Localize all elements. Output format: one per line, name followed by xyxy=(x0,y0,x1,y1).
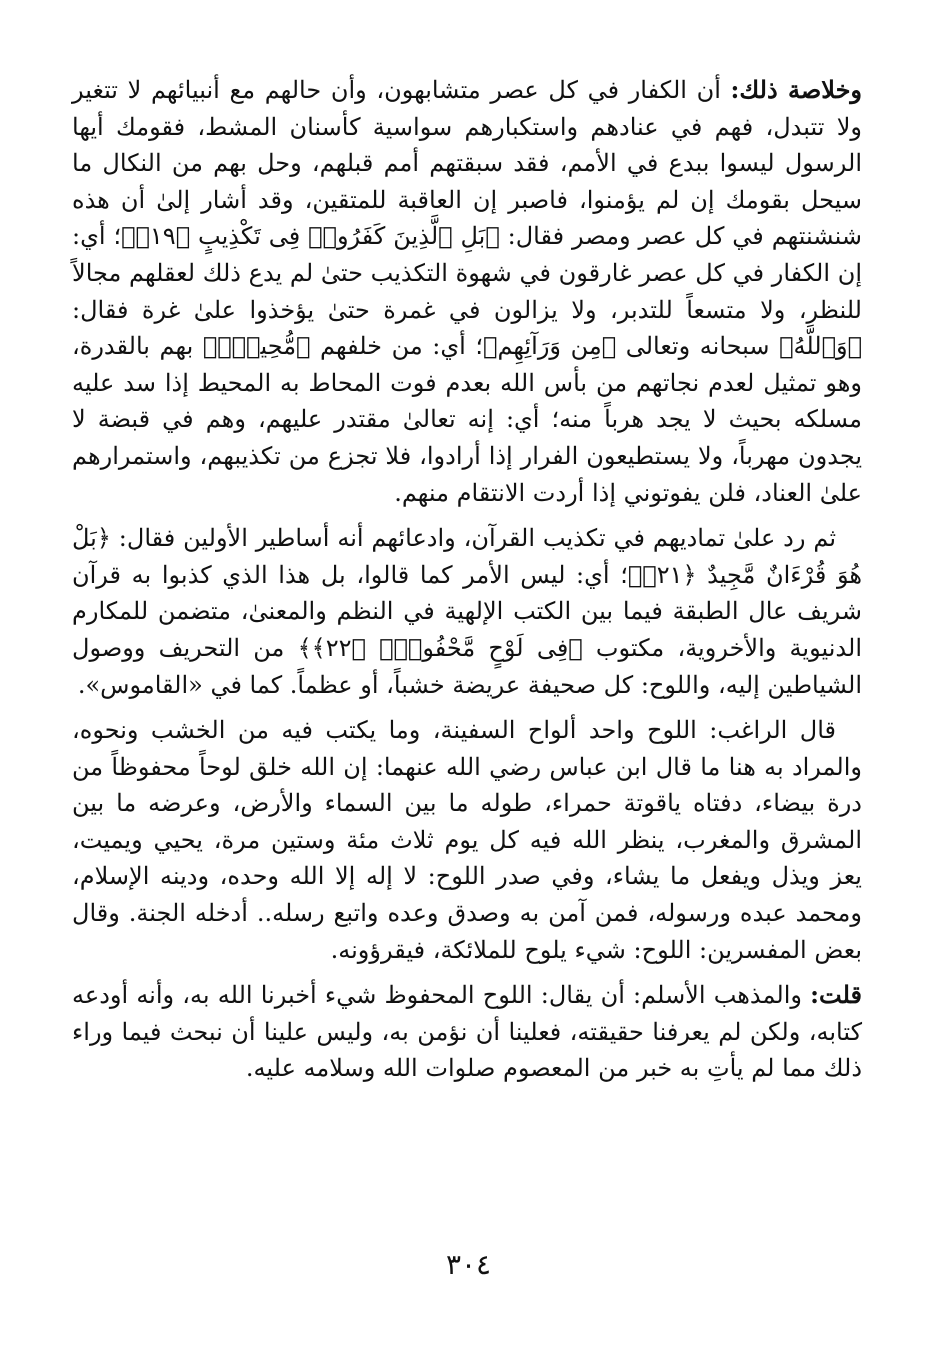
paragraph-body: أن الكفار في كل عصر متشابهون، وأن حالهم مع أنبيائهم لا تتغير ولا تتبدل، فهم في عنادهم واستكبارهم سواسية كأسنان المشط، فقومك أيها الرسول ليسوا ببدع في الأمم، فقد سبقتهم أمم قبلهم، وحل بهم من النكال ما سيحل بقومك إن لم يؤمنوا، فاصبر إن العاقبة للمتقين، وقد أشار إلىٰ أن هذه شنشنتهم في كل عصر ومصر فقال: ﴿بَلِ ٱلَّذِينَ كَفَرُوا۟ فِى تَكْذِيبٍ ﴿١٩﴾﴾؛ أي: إن الكفار في كل عصر غارقون في شهوة التكذيب حتىٰ لم يدع ذلك لعقلهم مجالاً للنظر، ولا متسعاً للتدبر، ولا يزالون في غمرة حتىٰ يؤخذوا علىٰ غرة فقال: ﴿وَٱللَّهُ﴾ سبحانه وتعالى ﴿مِن وَرَآئِهِم﴾؛ أي: من خلفهم ﴿مُّحِيطٌۢ﴾ بهم بالقدرة، وهو تمثيل لعدم نجاتهم من بأس الله بعدم فوت المحاط به المحيط إذا سد عليه مسلكه بحيث لا يجد هرباً منه؛ أي: إنه تعالىٰ مقتدر عليهم، وهم في قبضة لا يجدون مهرباً، ولا يستطيعون الفرار إذا أرادوا، فلا تجزع من تكذيبهم، واستمرارهم علىٰ العناد، فلن يفوتوني إذا أردت الانتقام منهم. xyxy=(72,76,863,507)
paragraph-conclusion xyxy=(72,977,862,1087)
page-number: ٣٠٤ xyxy=(445,1248,492,1281)
paragraph-raghib xyxy=(72,712,862,968)
paragraph-body: قال الراغب: اللوح واحد ألواح السفينة، وما يكتب فيه من الخشب ونحوه، والمراد به هنا ما قال ابن عباس رضي الله عنهما: إن الله خلق لوحاً محفوظاً من درة بيضاء، دفتاه ياقوتة حمراء، طوله ما بين السماء والأرض، وعرضه ما بين المشرق والمغرب، ينظر الله فيه كل يوم ثلاث مئة وستين مرة، يحيي ويميت، يعز ويذل ويفعل ما يشاء، وفي صدر اللوح: لا إله إلا الله وحده، ودينه الإسلام، ومحمد عبده ورسوله، فمن آمن به وصدق وعده واتبع رسله.. أدخله الجنة. وقال بعض المفسرين: اللوح: شيء يلوح للملائكة، فيقرؤونه. xyxy=(72,716,862,964)
paragraph-body: ثم رد علىٰ تماديهم في تكذيب القرآن، وادعائهم أنه أساطير الأولين فقال: ﴿بَلْ هُوَ قُرْءَانٌ مَّجِيدٌ ﴿٢١﴾﴾؛ أي: ليس الأمر كما قالوا، بل هذا الذي كذبوا به قرآن شريف عال الطبقة فيما بين الكتب الإلهية في النظم والمعنىٰ، متضمن للمكارم الدنيوية والأخروية، مكتوب ﴿فِى لَوْحٍ مَّحْفُوظٍۭ ﴿٢٢﴾﴾ من التحريف ووصول الشياطين إليه، واللوح: كل صحيفة عريضة خشباً، أو عظماً. كما في «القاموس». xyxy=(72,524,863,699)
paragraph-body: والمذهب الأسلم: أن يقال: اللوح المحفوظ شيء أخبرنا الله به، وأنه أودعه كتابه، ولكن لم يعرفنا حقيقته، فعلينا أن نؤمن به، وليس علينا أن نبحث فيما وراء ذلك مما لم يأتِ به خبر من المعصوم صلوات الله وسلامه عليه. xyxy=(72,981,862,1083)
paragraph-summary xyxy=(72,72,862,511)
paragraph-lead: قلت: xyxy=(810,980,862,1010)
body-text xyxy=(72,72,862,1096)
paragraph-quran-response xyxy=(72,520,862,703)
paragraph-lead: وخلاصة ذلك: xyxy=(730,75,862,104)
